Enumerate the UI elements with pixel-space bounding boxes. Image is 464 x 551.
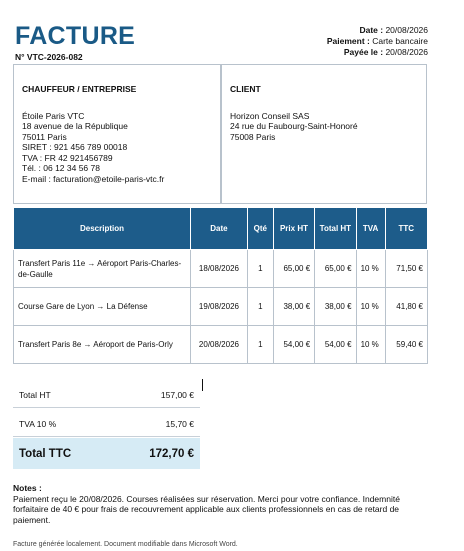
invoice-number: N° VTC-2026-082 [15, 52, 83, 62]
table-row [14, 326, 428, 364]
cell-tva[interactable]: 10 % [356, 326, 385, 364]
client-line: 24 rue du Faubourg-Saint-Honoré [230, 121, 358, 131]
total-ttc-label: Total TTC [19, 447, 72, 460]
paid-label: Payée le : [343, 47, 384, 57]
driver-box[interactable] [13, 64, 221, 204]
client-line: 75008 Paris [230, 131, 276, 142]
tva-row[interactable] [13, 412, 200, 437]
table-row [14, 288, 428, 326]
cell-description[interactable]: Transfert Paris 11e → Aéroport Paris-Charles-de-Gaulle [14, 250, 191, 288]
tva-label: TVA 10 % [19, 419, 57, 429]
cell-qty[interactable]: 1 [247, 288, 273, 326]
cell-date[interactable]: 20/08/2026 [190, 326, 247, 364]
invoice-title: FACTURE [15, 22, 136, 50]
paid-value: 20/08/2026 [385, 47, 428, 57]
paid-line [327, 47, 428, 58]
driver-line: 18 avenue de la République [22, 121, 128, 131]
date-line [327, 25, 428, 36]
col-header-date: Date [190, 208, 247, 250]
col-header-tva: TVA [356, 208, 385, 250]
cell-total-ht[interactable]: 54,00 € [315, 326, 356, 364]
driver-line: Tél. : 06 12 34 56 78 [22, 163, 100, 173]
date-value: 20/08/2026 [385, 25, 428, 35]
cell-price-ht[interactable]: 38,00 € [273, 288, 314, 326]
date-label: Date : [359, 25, 384, 35]
cell-qty[interactable]: 1 [247, 250, 273, 288]
client-heading: CLIENT [230, 84, 261, 94]
col-header-ttc: TTC [385, 208, 427, 250]
text-cursor [202, 379, 203, 391]
notes-section[interactable] [13, 483, 433, 525]
col-header-description: Description [14, 208, 191, 250]
driver-heading: CHAUFFEUR / ENTREPRISE [22, 84, 137, 94]
payment-value: Carte bancaire [372, 36, 428, 46]
footer-note: Facture générée localement. Document modifiable dans Microsoft Word. [13, 541, 238, 548]
cell-ttc[interactable]: 41,80 € [385, 288, 427, 326]
items-table[interactable] [13, 207, 428, 364]
cell-date[interactable]: 19/08/2026 [190, 288, 247, 326]
col-header-total-ht: Total HT [315, 208, 356, 250]
driver-line: SIRET : 921 456 789 00018 [22, 142, 128, 152]
cell-ttc[interactable]: 71,50 € [385, 250, 427, 288]
cell-description[interactable]: Course Gare de Lyon → La Défense [14, 288, 191, 326]
cell-price-ht[interactable]: 65,00 € [273, 250, 314, 288]
tva-value: 15,70 € [165, 419, 194, 429]
total-ttc-value: 172,70 € [149, 447, 194, 460]
client-line: Horizon Conseil SAS [230, 110, 310, 121]
invoice-meta [327, 25, 428, 58]
payment-label: Paiement : [326, 36, 370, 46]
table-row [14, 250, 428, 288]
notes-text: Paiement reçu le 20/08/2026. Courses réalisées sur réservation. Merci pour votre confiance. Indemnité forfaitaire de 40 € pour frais de recouvrement applicable aux clients professionnels en cas de retard de paiement. [13, 493, 400, 525]
cell-total-ht[interactable]: 65,00 € [315, 250, 356, 288]
total-ht-row[interactable] [13, 383, 200, 408]
cell-description[interactable]: Transfert Paris 8e → Aéroport de Paris-Orly [14, 326, 191, 364]
cell-tva[interactable]: 10 % [356, 250, 385, 288]
total-ttc-row[interactable] [13, 438, 200, 469]
client-box[interactable] [221, 64, 427, 204]
table-header-row [14, 208, 428, 250]
cell-date[interactable]: 18/08/2026 [190, 250, 247, 288]
cell-ttc[interactable]: 59,40 € [385, 326, 427, 364]
cell-total-ht[interactable]: 38,00 € [315, 288, 356, 326]
driver-line: TVA : FR 42 921456789 [22, 152, 113, 163]
driver-line: 75011 Paris [22, 131, 67, 142]
cell-tva[interactable]: 10 % [356, 288, 385, 326]
total-ht-value: 157,00 € [160, 390, 194, 400]
driver-line: E-mail : facturation@etoile-paris-vtc.fr [22, 173, 165, 184]
cell-price-ht[interactable]: 54,00 € [273, 326, 314, 364]
notes-heading: Notes : [13, 483, 42, 493]
col-header-price-ht: Prix HT [273, 208, 314, 250]
col-header-qty: Qté [247, 208, 273, 250]
total-ht-label: Total HT [19, 390, 51, 400]
cell-qty[interactable]: 1 [247, 326, 273, 364]
driver-line: Étoile Paris VTC [22, 110, 85, 121]
payment-line [327, 36, 428, 47]
